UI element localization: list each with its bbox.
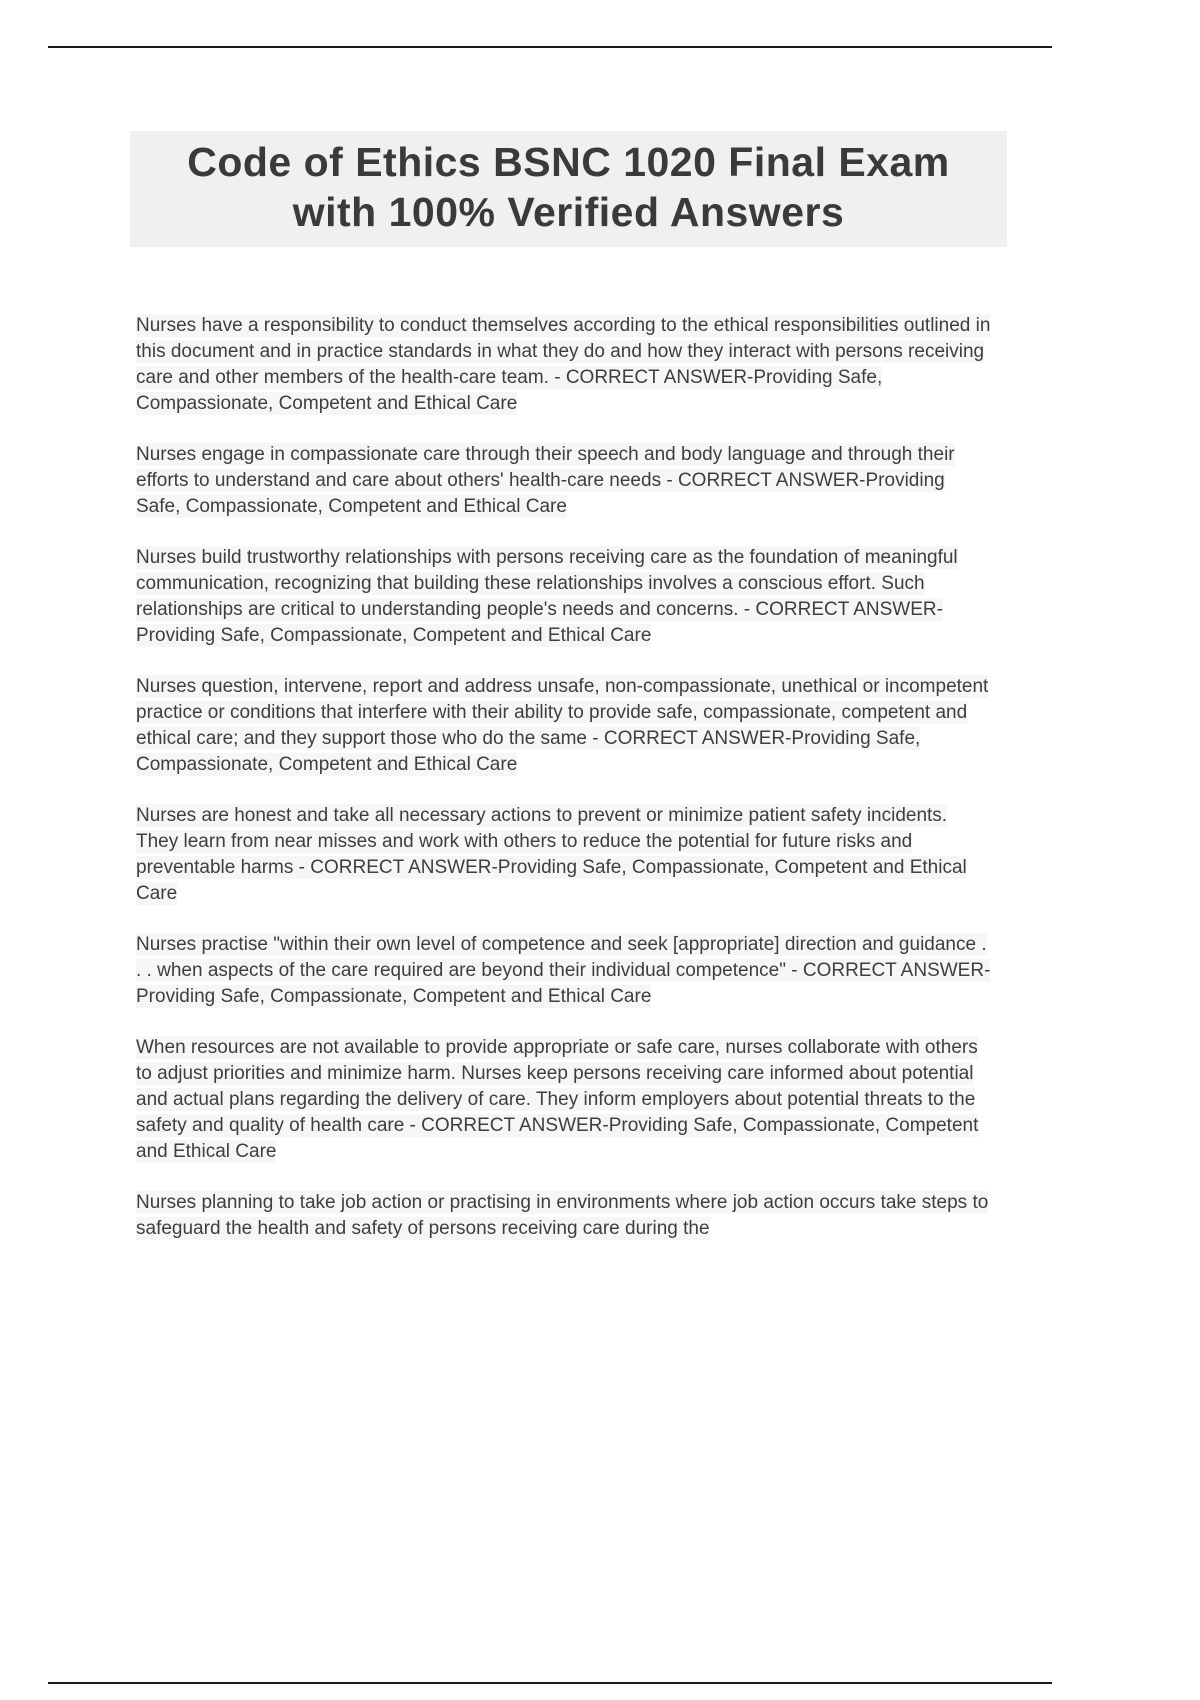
paragraph	[136, 932, 992, 1010]
page-title-line-1: Code of Ethics BSNC 1020 Final Exam	[187, 139, 950, 185]
paragraph-text: Nurses are honest and take all necessary actions to prevent or minimize patient safety incidents. They learn from near misses and work with others to reduce the potential for future risks and preventable harms - CORRECT ANSWER-Providing Safe, Compassionate, Competent and Ethical Care	[136, 805, 967, 904]
paragraph	[136, 313, 992, 417]
paragraph	[136, 545, 992, 649]
paragraph	[136, 803, 992, 907]
document-body	[136, 313, 992, 1267]
paragraph-text: Nurses planning to take job action or practising in environments where job action occurs take steps to safeguard the health and safety of persons receiving care during the	[136, 1192, 989, 1239]
paragraph-text: Nurses question, intervene, report and address unsafe, non-compassionate, unethical or incompetent practice or conditions that interfere with their ability to provide safe, compassionate, competent and ethical care; and they support those who do the same - CORRECT ANSWER-Providing Safe, Compassionate, Competent and Ethical Care	[136, 676, 989, 775]
title-block	[130, 131, 1007, 247]
paragraph	[136, 442, 992, 520]
paragraph	[136, 1035, 992, 1165]
paragraph-text: Nurses practise "within their own level of competence and seek [appropriate] direction and guidance . . . when aspects of the care required are beyond their individual competence" - CORRECT ANSWER-Providing Safe, Compassionate, Competent and Ethical Care	[136, 934, 991, 1007]
paragraph	[136, 674, 992, 778]
paragraph	[136, 1190, 992, 1242]
paragraph-text: Nurses have a responsibility to conduct themselves according to the ethical responsibilities outlined in this document and in practice standards in what they do and how they interact with persons receiving care and other members of the health-care team. - CORRECT ANSWER-Providing Safe, Compassionate, Competent and Ethical Care	[136, 315, 991, 414]
paragraph-text: When resources are not available to provide appropriate or safe care, nurses collaborate with others to adjust priorities and minimize harm. Nurses keep persons receiving care informed about potential and actual plans regarding the delivery of care. They inform employers about potential threats to the safety and quality of health care - CORRECT ANSWER-Providing Safe, Compassionate, Competent and Ethical Care	[136, 1037, 979, 1162]
page-title-line-2: with 100% Verified Answers	[292, 189, 845, 235]
paragraph-text: Nurses build trustworthy relationships with persons receiving care as the foundation of meaningful communication, recognizing that building these relationships involves a conscious effort. Such relationships are critical to understanding people's needs and concerns. - CORRECT ANSWER-Providing Safe, Compassionate, Competent and Ethical Care	[136, 547, 958, 646]
bottom-divider	[48, 1682, 1052, 1684]
top-divider	[48, 46, 1052, 48]
paragraph-text: Nurses engage in compassionate care through their speech and body language and through their efforts to understand and care about others' health-care needs - CORRECT ANSWER-Providing Safe, Compassionate, Competent and Ethical Care	[136, 444, 955, 517]
